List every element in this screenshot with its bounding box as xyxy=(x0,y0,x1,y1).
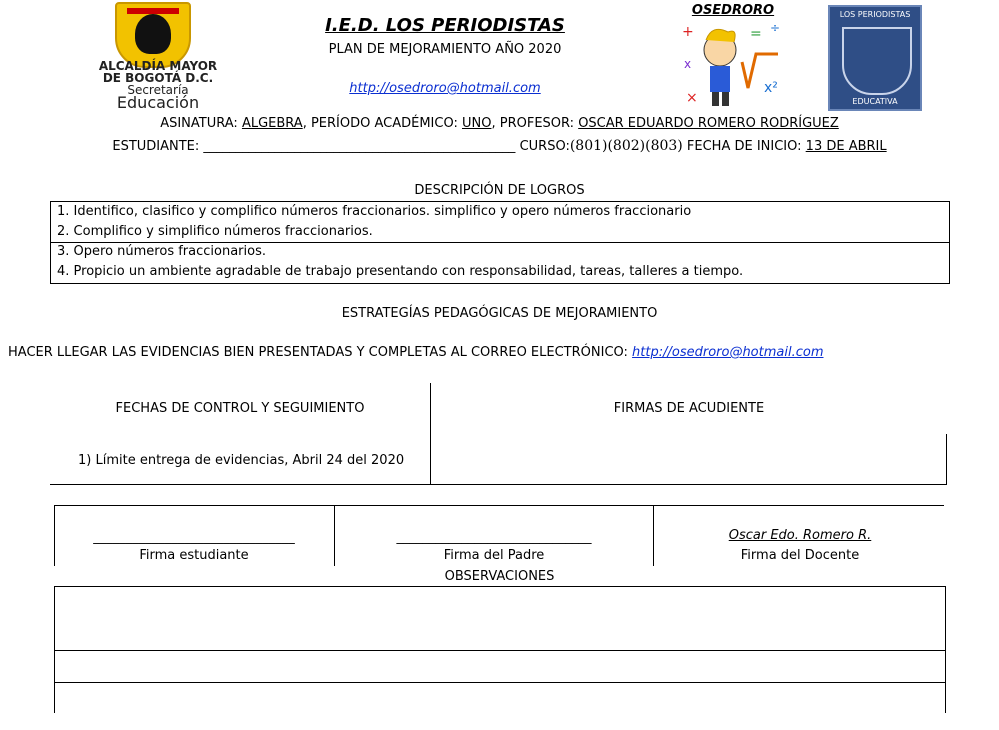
svg-text:×: × xyxy=(686,90,698,106)
period-value: UNO xyxy=(462,116,492,131)
observaciones-row-divider-2 xyxy=(55,682,945,683)
school-title: I.E.D. LOS PERIODISTAS xyxy=(325,15,565,36)
course-values: (801)(802)(803) xyxy=(569,138,683,154)
estrategias-title: ESTRATEGÍAS PEDAGÓGICAS DE MEJORAMIENTO xyxy=(341,306,658,321)
svg-text:x²: x² xyxy=(764,80,778,96)
math-cartoon-image xyxy=(678,18,788,110)
logo-line-1: ALCALDÍA MAYOR xyxy=(98,59,218,73)
logo-line-4: Educación xyxy=(116,93,200,112)
period-label: , PERÍODO ACADÉMICO: xyxy=(302,116,458,131)
institution-logo xyxy=(828,5,922,111)
inst-logo-bottom: EDUCATIVA xyxy=(852,97,898,106)
signatures-header: FIRMAS DE ACUDIENTE xyxy=(613,401,765,416)
instruction-line xyxy=(8,345,824,360)
student-signature-line: _______________________________ xyxy=(93,530,295,545)
logros-divider xyxy=(51,242,949,243)
eagle-icon xyxy=(135,14,171,54)
svg-text:+: + xyxy=(682,24,694,40)
signatures-left-border xyxy=(54,505,55,566)
parent-signature-line: ______________________________ xyxy=(396,530,592,545)
instruction-email-link[interactable]: http://osedroro@hotmail.com xyxy=(632,345,824,360)
control-bottom-border xyxy=(50,484,947,485)
parent-signature-label: Firma del Padre xyxy=(443,548,545,563)
svg-text:=: = xyxy=(750,26,762,42)
logro-item-4: 4. Propicio un ambiente agradable de trabajo presentando con responsabilidad, tareas, talleres a tiempo. xyxy=(57,264,744,279)
plan-title: PLAN DE MEJORAMIENTO AÑO 2020 xyxy=(328,42,562,57)
teacher-value: OSCAR EDUARDO ROMERO RODRÍGUEZ xyxy=(578,116,839,131)
logro-item-3: 3. Opero números fraccionarios. xyxy=(57,244,266,259)
date-item-1: 1) Límite entrega de evidencias, Abril 24 del 2020 xyxy=(78,453,405,468)
subject-line xyxy=(0,116,999,131)
observaciones-row-divider-1 xyxy=(55,650,945,651)
logo-line-3: Secretaría xyxy=(127,83,189,97)
student-label: ESTUDIANTE: ________________________________________________ xyxy=(112,139,516,154)
teacher-signature-name: Oscar Edo. Romero R. xyxy=(728,528,872,543)
signatures-divider-2 xyxy=(653,505,654,566)
signatures-top-border xyxy=(54,505,944,506)
course-label: CURSO: xyxy=(519,139,570,154)
brand-name: OSEDRORO xyxy=(691,3,775,18)
svg-text:÷: ÷ xyxy=(770,21,781,35)
svg-text:x: x xyxy=(684,57,692,71)
inst-logo-top: LOS PERIODISTAS xyxy=(839,10,911,19)
subject-value: ALGEBRA xyxy=(241,116,303,131)
signatures-divider-1 xyxy=(334,505,335,566)
logros-title: DESCRIPCIÓN DE LOGROS xyxy=(414,183,585,198)
logro-item-2: 2. Complifico y simplifico números fraccionarios. xyxy=(57,224,373,239)
header-email-link[interactable]: http://osedroro@hotmail.com xyxy=(349,81,541,96)
instruction-text: HACER LLEGAR LAS EVIDENCIAS BIEN PRESENTADAS Y COMPLETAS AL CORREO ELECTRÓNICO: xyxy=(8,345,628,360)
teacher-signature-label: Firma del Docente xyxy=(740,548,860,563)
control-vertical-divider xyxy=(430,383,431,484)
start-date: 13 DE ABRIL xyxy=(805,139,887,154)
teacher-label: , PROFESOR: xyxy=(491,116,575,131)
start-label: FECHA DE INICIO: xyxy=(686,139,802,154)
logo-line-2: DE BOGOTÁ D.C. xyxy=(102,71,214,85)
observaciones-box xyxy=(54,586,946,713)
dates-header: FECHAS DE CONTROL Y SEGUIMIENTO xyxy=(115,401,365,416)
control-right-border xyxy=(946,434,947,484)
subject-label: ASINATURA: xyxy=(160,116,238,131)
observaciones-title: OBSERVACIONES xyxy=(444,569,555,584)
alcaldia-logo-text xyxy=(78,60,238,84)
logros-table xyxy=(50,201,950,284)
inst-logo-shield xyxy=(842,27,912,95)
student-line xyxy=(0,138,999,154)
student-signature-label: Firma estudiante xyxy=(139,548,249,563)
logro-item-1: 1. Identifico, clasifico y complifico números fraccionarios. simplifico y opero números fraccionario xyxy=(57,204,692,219)
